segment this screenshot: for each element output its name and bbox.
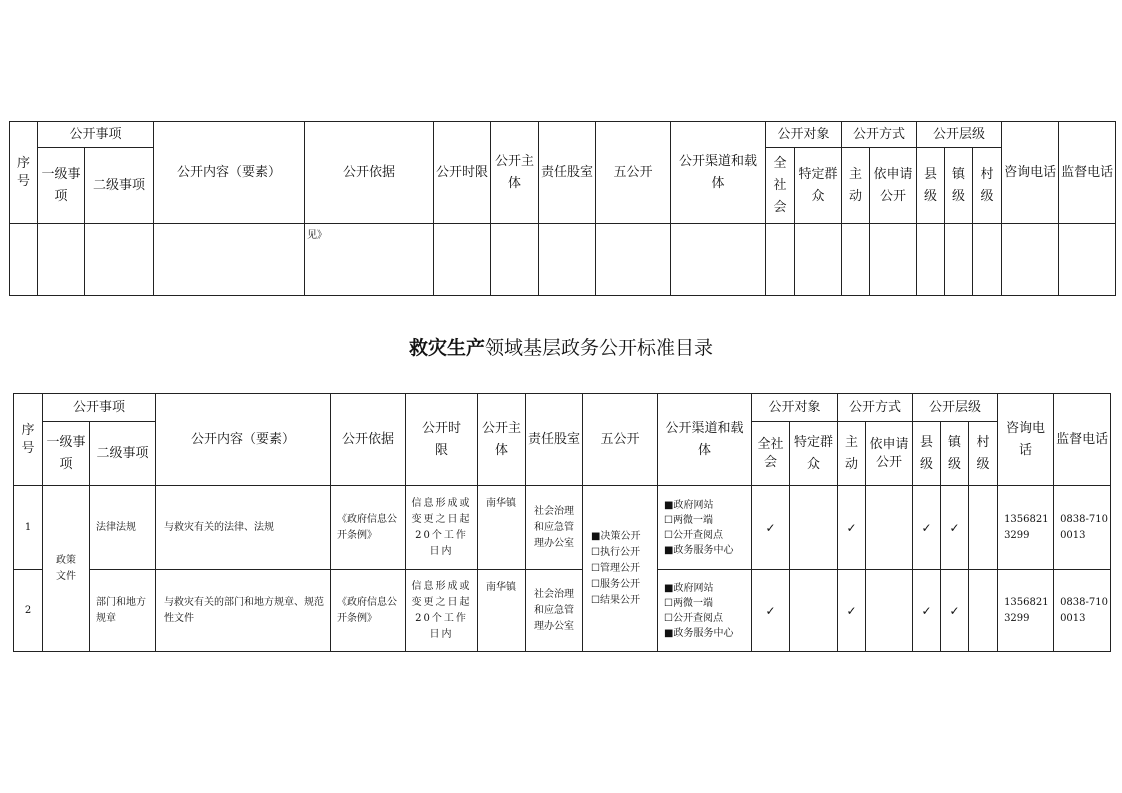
- seq-header: 序号: [14, 394, 43, 486]
- empty-cell: [491, 224, 539, 296]
- five-open-item: ☐管理公开: [591, 562, 640, 574]
- supervise-phone: 0838-7100013: [1054, 486, 1111, 570]
- five-open-cell: [583, 486, 658, 652]
- top-table: [9, 121, 1116, 296]
- basis-cell: 《政府信息公开条例》: [331, 570, 406, 652]
- channel-cell: [658, 570, 752, 652]
- supervise-header: 监督电话: [1059, 122, 1116, 224]
- title-bold-part: 救灾生产: [408, 337, 485, 359]
- channel-item: ■政府网站: [664, 499, 714, 511]
- empty-cell: [766, 224, 795, 296]
- channel-cell: [658, 486, 752, 570]
- title-rest: 领域基层政务公开标准目录: [485, 337, 714, 359]
- empty-cell: [596, 224, 671, 296]
- channel-item: ■政府网站: [664, 582, 714, 594]
- level2-cell: 部门和地方规章: [90, 570, 156, 652]
- five-header: 五公开: [583, 394, 658, 486]
- level1-cell: 政策文件: [43, 486, 90, 652]
- mode-header: 公开方式: [842, 122, 917, 148]
- office-header: 责任股室: [526, 394, 583, 486]
- layer-header: 公开层级: [917, 122, 1002, 148]
- content-cell: 与救灾有关的法律、法规: [156, 486, 331, 570]
- basis-header: 公开依据: [331, 394, 406, 486]
- office-cell: 社会治理和应急管理办公室: [526, 486, 583, 570]
- table-row: [14, 486, 1111, 570]
- empty-cell: [671, 224, 766, 296]
- empty-cell: [870, 224, 917, 296]
- basis-header: 公开依据: [305, 122, 434, 224]
- mode-apply-check: [866, 570, 913, 652]
- empty-cell: [842, 224, 870, 296]
- time-limit-cell: 信息形成或变更之日起20个工作日内: [406, 570, 478, 652]
- empty-cell: [795, 224, 842, 296]
- layer-header: 公开层级: [913, 394, 998, 422]
- channel-header: 公开渠道和载体: [671, 122, 766, 224]
- supervise-phone: 0838-7100013: [1054, 570, 1111, 652]
- target-specific-header: 特定群众: [790, 422, 838, 486]
- time-limit-header: 公开时限: [434, 122, 491, 224]
- consult-header: 咨询电话: [1002, 122, 1059, 224]
- mode-apply-header: 依申请公开: [870, 148, 917, 224]
- target-header: 公开对象: [752, 394, 838, 422]
- mode-active-header: 主动: [842, 148, 870, 224]
- layer-county-check: ✓: [913, 570, 941, 652]
- empty-cell: [539, 224, 596, 296]
- office-header: 责任股室: [539, 122, 596, 224]
- five-header: 五公开: [596, 122, 671, 224]
- time-limit-header: 公开时限: [406, 394, 478, 486]
- matter-header: 公开事项: [38, 122, 154, 148]
- mode-active-check: ✓: [838, 570, 866, 652]
- target-specific-header: 特定群众: [795, 148, 842, 224]
- content-header: 公开内容（要素）: [156, 394, 331, 486]
- layer-town-check: ✓: [941, 570, 969, 652]
- subject-cell: 南华镇: [478, 486, 526, 570]
- channel-item: ☐两微一端: [664, 514, 713, 526]
- level2-header: 二级事项: [85, 148, 154, 224]
- row-seq: 2: [14, 570, 43, 652]
- layer-village-check: [969, 570, 998, 652]
- target-specific-check: [790, 486, 838, 570]
- level1-header: 一级事项: [43, 422, 90, 486]
- supervise-header: 监督电话: [1054, 394, 1111, 486]
- matter-header: 公开事项: [43, 394, 156, 422]
- layer-town-check: ✓: [941, 486, 969, 570]
- five-open-item: ☐结果公开: [591, 594, 640, 606]
- channel-item: ■政务服务中心: [664, 627, 734, 639]
- layer-county-header: 县级: [913, 422, 941, 486]
- consult-header: 咨询电话: [998, 394, 1054, 486]
- channel-header: 公开渠道和载体: [658, 394, 752, 486]
- mode-header: 公开方式: [838, 394, 913, 422]
- mode-active-check: ✓: [838, 486, 866, 570]
- table-row: [14, 570, 1111, 652]
- layer-town-header: 镇级: [945, 148, 973, 224]
- channel-item: ■政务服务中心: [664, 544, 734, 556]
- target-all-header: 全社会: [766, 148, 795, 224]
- main-table: [13, 393, 1111, 652]
- channel-item: ☐两微一端: [664, 597, 713, 609]
- subject-header: 公开主体: [491, 122, 539, 224]
- mode-apply-check: [866, 486, 913, 570]
- seq-header: 序号: [10, 122, 38, 224]
- office-cell: 社会治理和应急管理办公室: [526, 570, 583, 652]
- empty-cell: [85, 224, 154, 296]
- subject-header: 公开主体: [478, 394, 526, 486]
- five-open-item: ■决策公开: [591, 530, 641, 542]
- content-header: 公开内容（要素）: [154, 122, 305, 224]
- five-open-item: ☐服务公开: [591, 578, 640, 590]
- empty-cell: [917, 224, 945, 296]
- empty-cell: [434, 224, 491, 296]
- empty-cell: [1059, 224, 1116, 296]
- basis-fragment: 见》: [305, 224, 434, 296]
- subject-cell: 南华镇: [478, 570, 526, 652]
- empty-cell: [945, 224, 973, 296]
- empty-cell: [10, 224, 38, 296]
- empty-cell: [38, 224, 85, 296]
- layer-county-header: 县级: [917, 148, 945, 224]
- layer-village-header: 村级: [973, 148, 1002, 224]
- target-header: 公开对象: [766, 122, 842, 148]
- layer-village-check: [969, 486, 998, 570]
- layer-village-header: 村级: [969, 422, 998, 486]
- level1-header: 一级事项: [38, 148, 85, 224]
- time-limit-cell: 信息形成或变更之日起20个工作日内: [406, 486, 478, 570]
- target-all-header: 全社会: [752, 422, 790, 486]
- mode-active-header: 主动: [838, 422, 866, 486]
- row-seq: 1: [14, 486, 43, 570]
- layer-county-check: ✓: [913, 486, 941, 570]
- consult-phone: 13568213299: [998, 486, 1054, 570]
- target-specific-check: [790, 570, 838, 652]
- page-title: [0, 333, 1122, 360]
- empty-cell: [1002, 224, 1059, 296]
- empty-cell: [973, 224, 1002, 296]
- empty-cell: [154, 224, 305, 296]
- channel-item: ☐公开查阅点: [664, 529, 723, 541]
- consult-phone: 13568213299: [998, 570, 1054, 652]
- layer-town-header: 镇级: [941, 422, 969, 486]
- target-all-check: ✓: [752, 570, 790, 652]
- target-all-check: ✓: [752, 486, 790, 570]
- basis-cell: 《政府信息公开条例》: [331, 486, 406, 570]
- five-open-item: ☐执行公开: [591, 546, 640, 558]
- content-cell: 与救灾有关的部门和地方规章、规范性文件: [156, 570, 331, 652]
- mode-apply-header: 依申请公开: [866, 422, 913, 486]
- channel-item: ☐公开查阅点: [664, 612, 723, 624]
- level2-header: 二级事项: [90, 422, 156, 486]
- level2-cell: 法律法规: [90, 486, 156, 570]
